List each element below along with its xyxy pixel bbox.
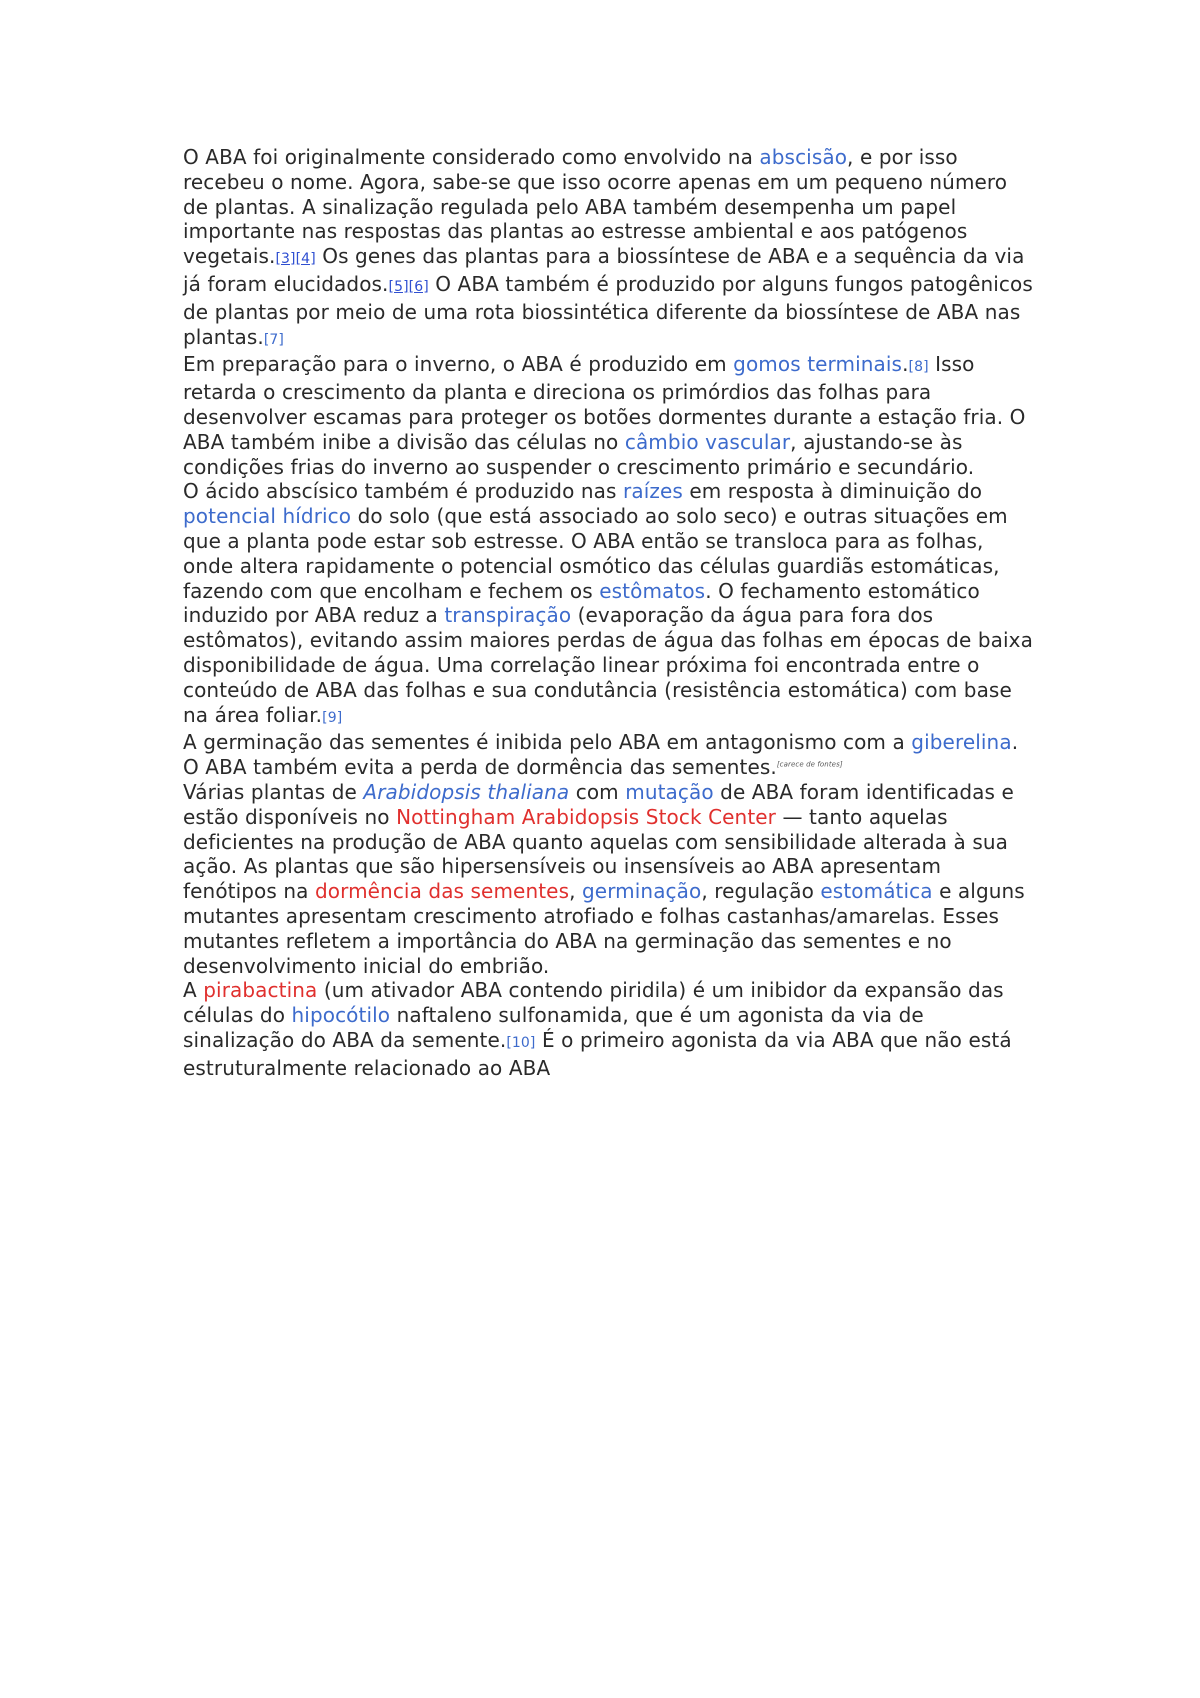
paragraph-arabidopsis — [183, 780, 1033, 978]
ref-5[interactable]: [5] — [388, 278, 409, 295]
text: Isso retarda o crescimento da planta e direciona os primórdios das folhas para desenvolver escamas para proteger os botões dormentes durante a estação fria. O ABA também inibe a divisão das células no — [183, 352, 1026, 454]
ref-8[interactable]: [8] — [908, 359, 929, 376]
text: de ABA foram identificadas e estão disponíveis no — [183, 779, 1014, 829]
ref-4[interactable]: [4] — [295, 251, 316, 268]
text: com — [569, 779, 626, 804]
paragraph-abscisao — [183, 145, 1033, 352]
text: (um ativador ABA contendo piridila) é um inibidor da expansão das células do — [183, 978, 1004, 1028]
paragraph-inverno — [183, 352, 1033, 479]
text: O ABA foi originalmente considerado como envolvido na — [183, 145, 760, 169]
link-abscisao[interactable]: abscisão — [759, 145, 848, 169]
text: , ajustando-se às condições frias do inverno ao suspender o crescimento primário e secundário. — [183, 429, 975, 479]
link-hipocotilo[interactable]: hipocótilo — [291, 1003, 391, 1028]
link-mutacao[interactable]: mutação — [625, 779, 714, 804]
citation-needed-note[interactable]: [carece de fontes] — [776, 760, 843, 769]
text: , regulação — [701, 879, 821, 904]
text: . O fechamento estomático induzido por ABA reduz a — [183, 578, 980, 628]
link-cambio-vascular[interactable]: câmbio vascular — [624, 429, 791, 454]
link-estomatica[interactable]: estomática — [820, 879, 933, 904]
link-arabidopsis-thaliana[interactable]: Arabidopsis thaliana — [363, 779, 570, 804]
text: Em preparação para o inverno, o ABA é produzido em — [183, 352, 734, 377]
link-dormencia-das-sementes[interactable]: dormência das sementes — [314, 879, 570, 904]
text: do solo (que está associado ao solo seco) e outras situações em que a planta pode estar sob estresse. O ABA então se transloca para as folhas, onde altera rapidamente o potencial osmótico das células guardiãs estomáticas, fazendo com que encolham e fechem os — [183, 504, 1008, 603]
paragraph-germinacao — [183, 730, 1033, 780]
text: O ABA também é produzido por alguns fungos patogênicos de plantas por meio de uma rota biossintética diferente da biossíntese de ABA nas plantas. — [183, 271, 1033, 349]
text: em resposta à diminuição do — [682, 479, 983, 504]
text: Várias plantas de — [183, 779, 364, 804]
text: , e por isso recebeu o nome. Agora, sabe-se que isso ocorre apenas em um pequeno número de plantas. A sinalização regulada pelo ABA também desempenha um papel importante nas respostas das plantas ao estresse ambiental e aos patógenos vegetais. — [183, 145, 1008, 269]
paragraph-pirabactina — [183, 978, 1033, 1080]
ref-10[interactable]: [10] — [506, 1034, 536, 1051]
text: O ácido abscísico também é produzido nas — [183, 479, 624, 504]
text: Os genes das plantas para a biossíntese de ABA e a sequência da via já foram elucidados. — [183, 244, 1025, 296]
link-transpiracao[interactable]: transpiração — [444, 603, 572, 628]
link-giberelina[interactable]: giberelina — [911, 730, 1012, 755]
ref-9[interactable]: [9] — [322, 709, 343, 726]
link-gomos-terminais[interactable]: gomos terminais — [733, 352, 903, 377]
text: naftaleno sulfonamida, que é um agonista da via de sinalização do ABA da semente. — [183, 1003, 924, 1052]
text: A — [183, 978, 204, 1003]
article-body — [183, 145, 1033, 1080]
ref-6[interactable]: [6] — [408, 278, 429, 295]
text: e alguns mutantes apresentam crescimento atrofiado e folhas castanhas/amarelas. Esses mutantes refletem a importância do ABA na germinação das sementes e no desenvolvimento inicial do embrião. — [183, 879, 1025, 978]
text: , — [569, 879, 583, 904]
link-germinacao[interactable]: germinação — [582, 879, 702, 904]
text: — tanto aquelas deficientes na produção de ABA quanto aquelas com sensibilidade alterada à sua ação. As plantas que são hipersensíveis ou insensíveis ao ABA apresentam fenótipos na — [183, 804, 1008, 904]
ref-3[interactable]: [3] — [275, 251, 296, 268]
ref-7[interactable]: [7] — [263, 331, 284, 348]
paragraph-raizes — [183, 479, 1033, 730]
text: . — [902, 352, 909, 377]
text: (evaporação da água para fora dos estômatos), evitando assim maiores perdas de água das folhas em épocas de baixa disponibilidade de água. Uma correlação linear próxima foi encontrada entre o conteúdo de ABA das folhas e sua condutância (resistência estomática) com base na área foliar. — [183, 603, 1033, 727]
link-raizes[interactable]: raízes — [623, 479, 683, 504]
link-estomatos[interactable]: estômatos — [599, 578, 706, 603]
link-potencial-hidrico[interactable]: potencial hídrico — [183, 504, 352, 529]
text: A germinação das sementes é inibida pelo ABA em antagonismo com a — [183, 730, 912, 755]
link-nottingham-stock-center[interactable]: Nottingham Arabidopsis Stock Center — [396, 804, 777, 829]
text: É o primeiro agonista da via ABA que não está estruturalmente relacionado ao ABA — [183, 1027, 1012, 1080]
link-pirabactina[interactable]: pirabactina — [203, 978, 318, 1003]
text: . O ABA também evita a perda de dormência das sementes. — [183, 730, 1019, 780]
